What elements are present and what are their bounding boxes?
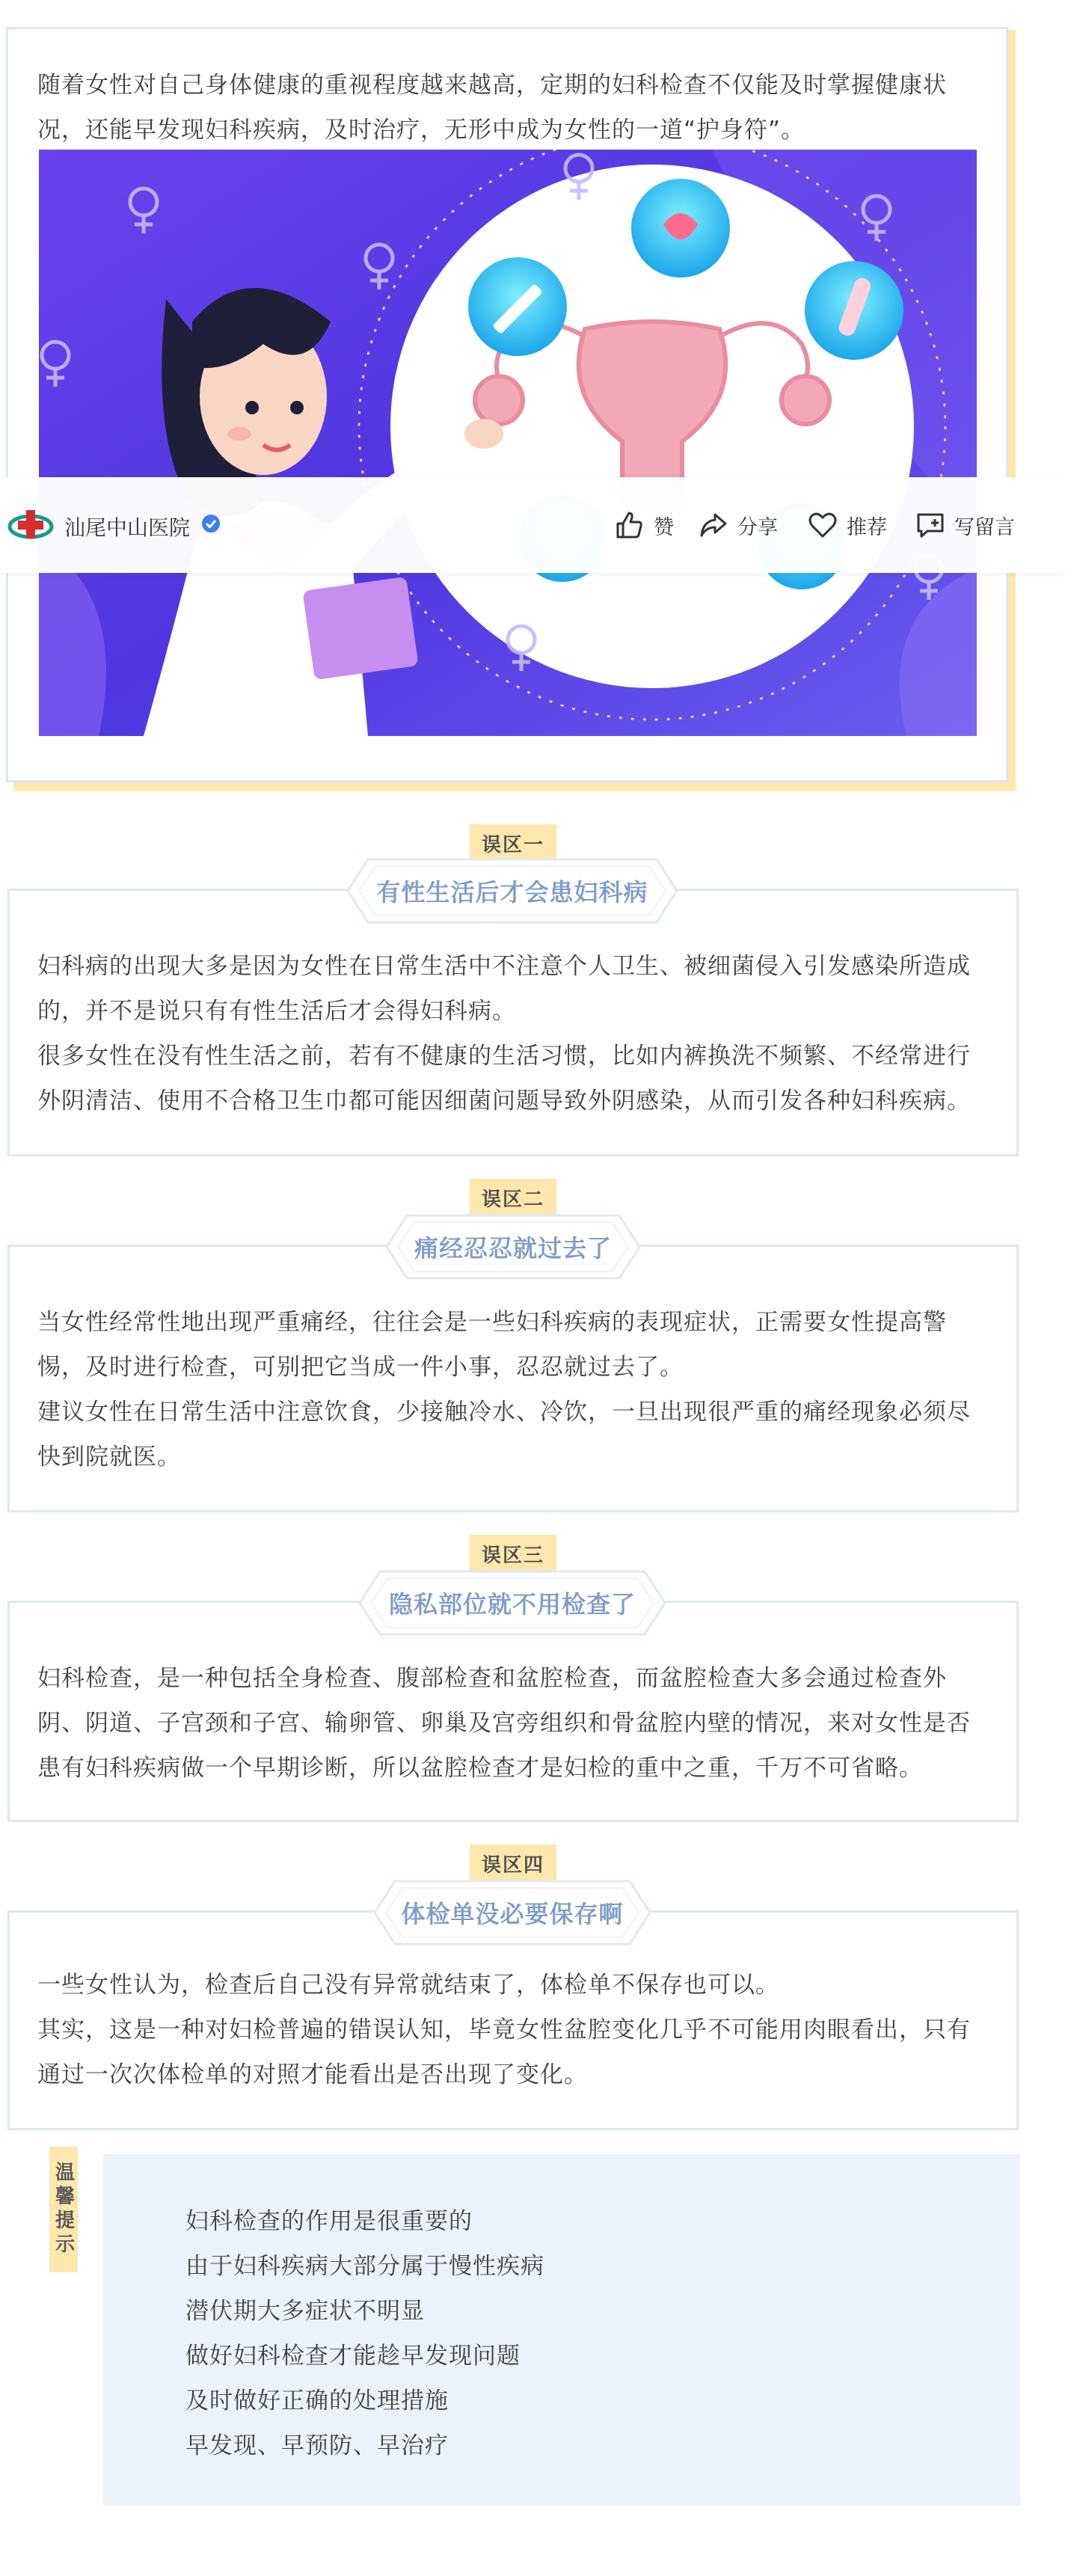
comment-icon — [914, 509, 947, 542]
section-1-paragraph: 妇科病的出现大多是因为女性在日常生活中不注意个人卫生、被细菌侵入引发感染所造成的，并不是说只有有性生活后才会得妇科病。 — [37, 953, 971, 1025]
comment-button[interactable] — [914, 507, 1015, 543]
account-name[interactable]: 汕尾中山医院 — [64, 515, 191, 540]
section-2-paragraph: 建议女性在日常生活中注意饮食，少接触冷水、冷饮，一旦出现很严重的痛经现象必须尽快到院就医。 — [37, 1399, 971, 1471]
tip-lines — [185, 2199, 544, 2468]
comment-label: 写留言 — [954, 515, 1015, 539]
share-icon — [697, 509, 730, 542]
section-4-paragraph: 一些女性认为，检查后自己没有异常就结束了，体检单不保存也可以。 — [37, 1972, 779, 1999]
section-2-body — [37, 1300, 987, 1479]
section-3-paragraph: 妇科检查，是一种包括全身检查、腹部检查和盆腔检查，而盆腔检查大多会通过检查外阴、阴道、子宫颈和子宫、输卵管、卵巢及宫旁组织和骨盆腔内壁的情况，来对女性是否患有妇科疾病做一个早期诊断，所以盆腔检查才是妇检的重中之重，千万不可省略。 — [37, 1665, 971, 1782]
section-1-title: 有性生活后才会患妇科病 — [346, 857, 679, 924]
recommend-button[interactable] — [806, 507, 887, 543]
section-2-tag: 误区二 — [470, 1179, 556, 1221]
hero-illustration — [39, 150, 977, 736]
section-4-title: 体检单没必要保存啊 — [372, 1879, 652, 1946]
intro-paragraph: 随着女性对自己身体健康的重视程度越来越高，定期的妇科检查不仅能及时掌握健康状况，还能早发现妇科疾病，及时治疗，无形中成为女性的一道“护身符”。 — [37, 72, 947, 144]
heart-icon — [806, 509, 839, 542]
section-1-tag: 误区一 — [470, 824, 556, 866]
like-label: 赞 — [654, 515, 674, 539]
recommend-label: 推荐 — [847, 515, 887, 539]
share-label: 分享 — [737, 515, 778, 539]
section-4-paragraph: 其实，这是一种对妇检普遍的错误认知，毕竟女性盆腔变化几乎不可能用肉眼看出，只有通过一次次体检单的对照才能看出是否出现了变化。 — [37, 2017, 971, 2088]
section-2-paragraph: 当女性经常性地出现严重痛经，往往会是一些妇科疾病的表现症状，正需要女性提高警惕，及时进行检查，可别把它当成一件小事，忍忍就过去了。 — [37, 1309, 947, 1381]
tip-line: 潜伏期大多症状不明显 — [185, 2298, 425, 2325]
section-4-tag: 误区四 — [470, 1844, 556, 1886]
section-1-paragraph: 很多女性在没有性生活之前，若有不健康的生活习惯，比如内裤换洗不频繁、不经常进行外阴清洁、使用不合格卫生巾都可能因细菌问题导致外阴感染，从而引发各种妇科疾病。 — [37, 1043, 971, 1114]
tip-line: 由于妇科疾病大部分属于慢性疾病 — [185, 2253, 544, 2280]
section-4-body — [37, 1963, 987, 2097]
section-3-title: 隐私部位就不用检查了 — [357, 1569, 667, 1637]
section-3-body — [37, 1656, 987, 1791]
like-button[interactable] — [613, 507, 674, 543]
section-1-body — [37, 944, 987, 1123]
share-button[interactable] — [697, 507, 778, 543]
tip-line: 早发现、早预防、早治疗 — [185, 2432, 449, 2459]
tip-line: 及时做好正确的处理措施 — [185, 2388, 449, 2414]
verified-badge-icon — [200, 513, 221, 534]
section-2-title: 痛经忍忍就过去了 — [384, 1213, 642, 1281]
article-action-bar — [0, 477, 1065, 573]
section-3-tag: 误区三 — [470, 1535, 556, 1577]
tip-line: 做好妇科检查才能趁早发现问题 — [185, 2343, 521, 2370]
tip-side-label: 温馨提示 — [49, 2147, 78, 2272]
tip-line: 妇科检查的作用是很重要的 — [185, 2208, 473, 2235]
thumbs-up-icon — [613, 509, 646, 542]
hospital-logo-icon — [7, 507, 54, 543]
